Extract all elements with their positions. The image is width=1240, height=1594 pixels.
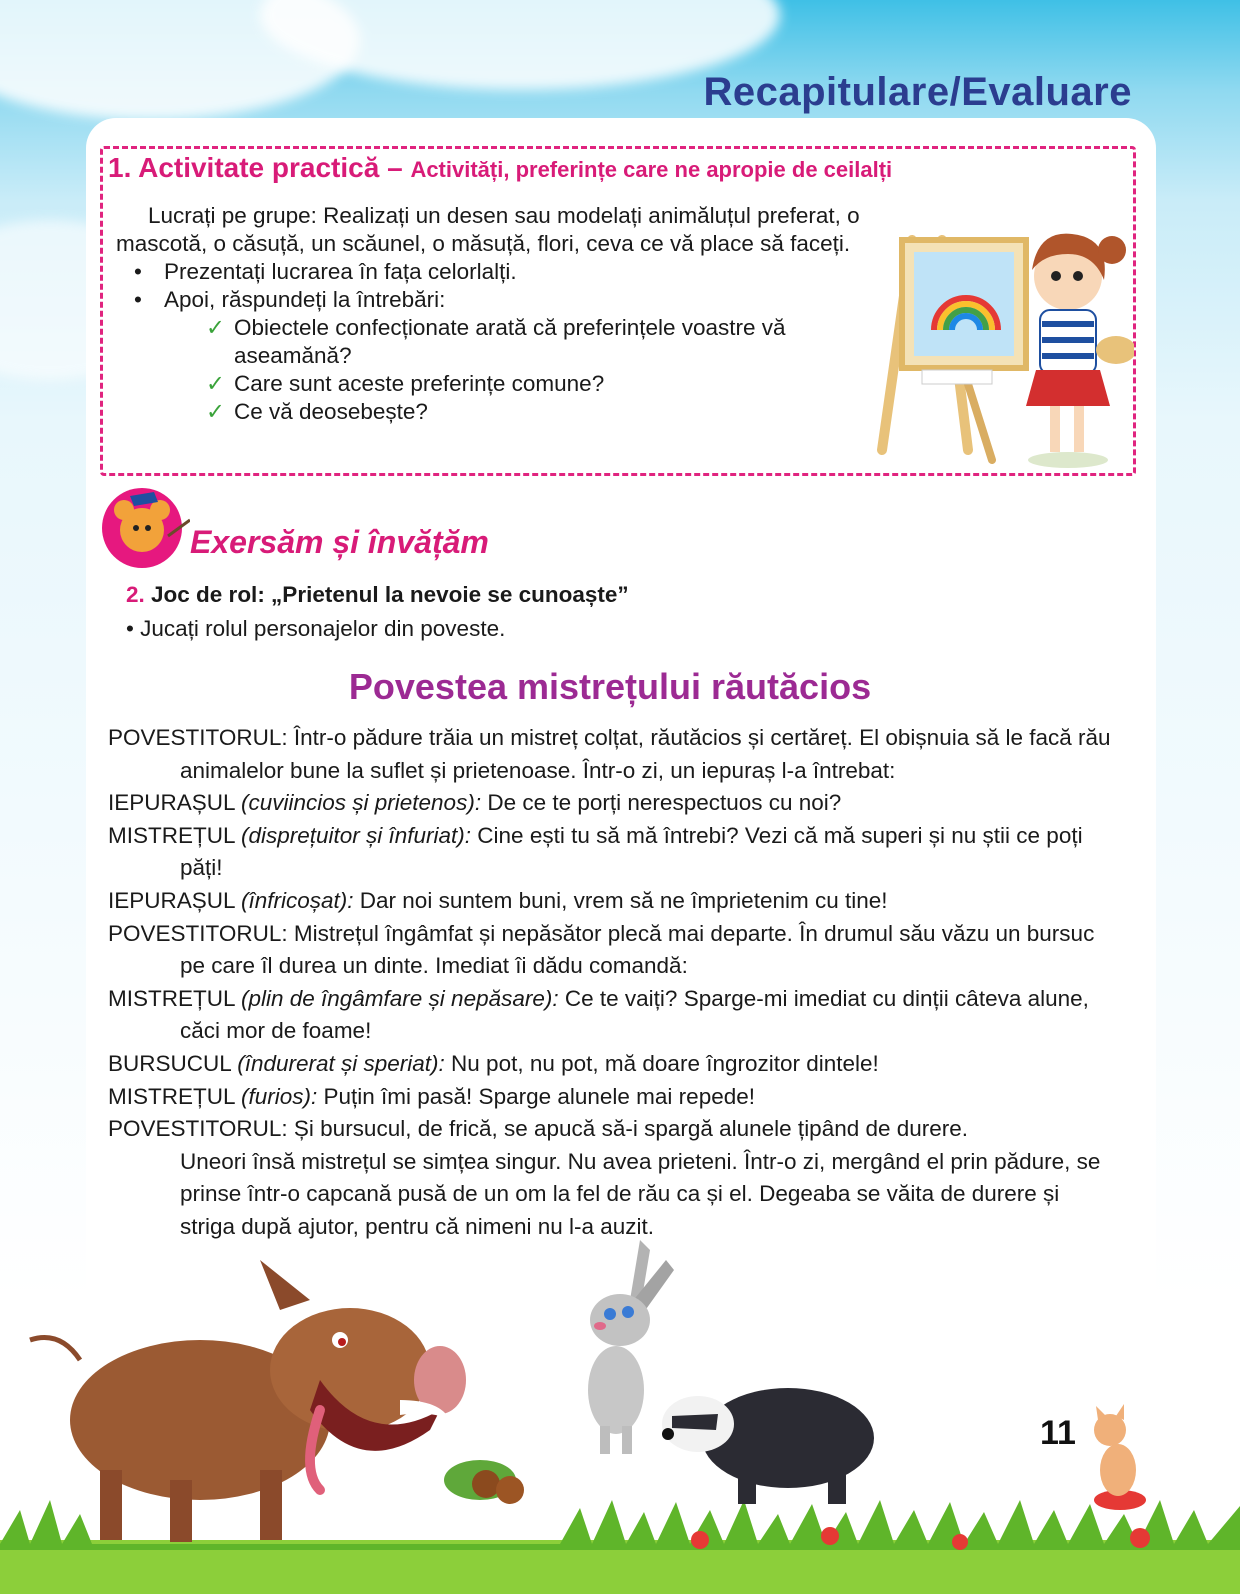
activity-subtitle: Activități, preferințe care ne apropie de ceilalți [410,157,893,182]
story-text [108,722,1112,1244]
activity-title [108,152,892,184]
stage-note: (îndurerat și speriat): [237,1050,445,1076]
easel-icon [882,240,1026,460]
mouse-teacher-mascot [98,480,190,572]
speaker: POVESTITORUL: [108,920,288,946]
task2-title-text: Joc de rol: „Prietenul la nevoie se cunoaște” [151,582,629,607]
speaker: POVESTITORUL: [108,725,288,750]
stage-note: (plin de îngâmfare și nepăsare): [240,985,559,1011]
story-title: Povestea mistrețului răutăcios [348,666,872,707]
list-item [116,398,876,426]
angry-boar-illustration [20,1250,480,1550]
badger-illustration [658,1378,878,1508]
speaker: IEPURAȘUL [108,790,235,816]
question-text: Care sunt aceste preferințe comune? [234,371,605,396]
line-text: Și bursucul, de frică, se apucă să-i spargă alunele țipând de durere. [293,1116,969,1142]
story-line [108,918,1112,983]
section-heading: Exersăm și învățăm [190,524,489,560]
line-text: Cine ești tu să mă întrebi? Vezi că mă superi și nu știi ce poți păți! [180,822,1083,881]
activity-questions [116,314,876,426]
list-item [116,314,876,370]
line-text: Dar noi suntem buni, vrem să ne împrietenim cu tine! [359,887,888,913]
question-text: Ce vă deosebește? [234,399,428,424]
activity-text [116,202,876,426]
story-line [108,1048,1112,1081]
cloud-decoration [260,0,780,90]
line-text: Nu pot, nu pot, mă doare îngrozitor dintele! [451,1050,879,1076]
page-number: 11 [1040,1414,1076,1452]
list-item [116,370,876,398]
task2-instruction: • Jucați rolul personajelor din poveste. [126,616,506,641]
story-closing: Uneori însă mistrețul se simțea singur. Nu avea prieteni. Într-o zi, mergând el prin pădure, se prinse într-o capcană pusă de un om la fel de rău ca și el. Degeaba se văita de durere și striga după ajutor, pentru că nimeni nu l-a auzit. [180,1148,1101,1239]
story-line [108,820,1112,885]
hazelnuts-illustration [440,1440,560,1520]
story-line [108,787,1112,820]
story-line [108,722,1112,787]
speaker: BURSUCUL [108,1050,231,1076]
line-text: Ce te vaiți? Sparge-mi imediat cu dinții câteva alune, căci mor de foame! [180,985,1089,1044]
question-text: Obiectele confecționate arată că preferințele voastre vă aseamănă? [234,315,786,368]
speaker: MISTREȚUL [108,985,235,1011]
stage-note: (cuviincios și prietenos): [240,790,482,816]
line-text: Mistrețul îngâmfat și nepăsător plecă mai departe. În drumul său văzu un bursuc pe care îl durea un dinte. Imediat îi dădu comandă: [180,920,1095,979]
stage-note: (furios): [240,1083,318,1109]
list-item: • Prezentați lucrarea în fața celorlalți. [116,258,876,286]
cat-illustration [1080,1400,1160,1520]
speaker: IEPURAȘUL [108,887,235,913]
stage-note: (înfricoșat): [240,887,354,913]
activity-number-title: 1. Activitate practică – [108,152,411,183]
speaker: MISTREȚUL [108,822,235,848]
checkmark-icon: ✓ [206,315,225,340]
checkmark-icon: ✓ [206,371,225,396]
story-line [108,1081,1112,1114]
task2-title [126,582,629,608]
stage-note: (disprețuitor și înfuriat): [240,822,472,848]
checkmark-icon: ✓ [206,399,225,424]
story-line [108,885,1112,918]
line-text: Într-o pădure trăia un mistreț colțat, răutăcios și certăreț. El obișnuia să le facă rău animalelor bune la suflet și prietenoase. Într-o zi, un iepuraș l-a întrebat: [180,725,1111,783]
line-text: Puțin îmi pasă! Sparge alunele mai repede! [323,1083,755,1109]
girl-painting-illustration [872,210,1134,472]
activity-bullets [116,258,876,314]
list-item: • Apoi, răspundeți la întrebări: [116,286,876,314]
page-title: Recapitulare/Evaluare [703,70,1132,114]
story-line [108,1113,1112,1146]
line-text: De ce te porți nerespectuos cu noi? [487,790,842,816]
girl-icon [1026,234,1134,468]
story-line [108,983,1112,1048]
speaker: POVESTITORUL: [108,1116,288,1142]
speaker: MISTREȚUL [108,1083,235,1109]
activity-intro: Lucrați pe grupe: Realizați un desen sau modelați animăluțul preferat, o mascotă, o căsuță, un scăunel, o măsuță, flori, ceva ce vă place să faceți. [116,203,860,256]
task2-number: 2. [126,582,145,607]
